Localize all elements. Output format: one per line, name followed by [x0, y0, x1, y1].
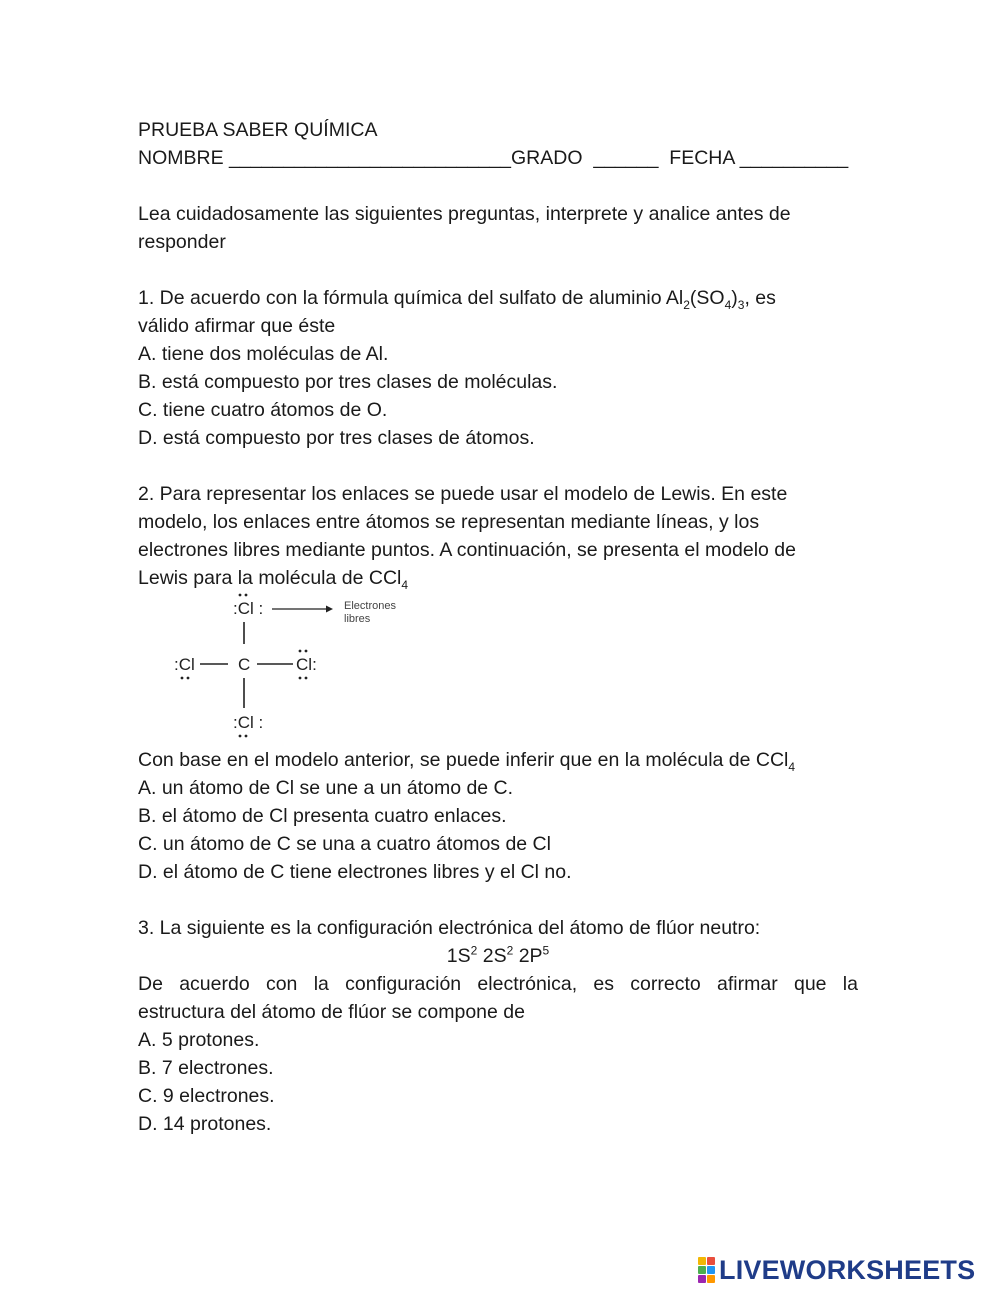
worksheet-title: PRUEBA SABER QUÍMICA: [138, 119, 378, 141]
q1-option-a[interactable]: A. tiene dos moléculas de Al.: [138, 343, 389, 365]
q3-electron-config: $1S^2$ $2S^2$ $2P^5$: [446, 943, 550, 967]
right-cl-atom: Cl:: [296, 655, 317, 674]
name-field[interactable]: __________________________: [229, 147, 511, 169]
intro-line-1: Lea cuidadosamente las siguientes preguntas, interprete y analice antes de: [138, 203, 791, 225]
q1-option-c[interactable]: C. tiene cuatro átomos de O.: [138, 399, 388, 421]
logo-mark-icon: [698, 1257, 715, 1283]
q2-text-line-1: 2. Para representar los enlaces se puede usar el modelo de Lewis. En este: [138, 483, 788, 505]
intro-line-2: responder: [138, 231, 226, 253]
q2-text-line-2: modelo, los enlaces entre átomos se representan mediante líneas, y los: [138, 511, 760, 533]
bottom-cl-atom: :Cl :: [233, 713, 264, 732]
q3-option-a[interactable]: A. 5 protones.: [138, 1029, 260, 1051]
q2-text-line-3: electrones libres mediante puntos. A continuación, se presenta el modelo de: [138, 539, 797, 561]
name-label: NOMBRE: [138, 147, 224, 169]
liveworksheets-logo[interactable]: [698, 1253, 975, 1287]
annotation-label-1: Electrones: [344, 600, 396, 612]
lewis-structure-ccl4: [0, 592, 1000, 746]
student-info-line: [138, 144, 858, 172]
q2-option-a[interactable]: A. un átomo de Cl se une a un átomo de C.: [138, 777, 514, 799]
annotation-label-2: libres: [344, 613, 371, 625]
q2-option-c[interactable]: C. un átomo de C se una a cuatro átomos de Cl: [138, 833, 551, 855]
q1-stem: 1. De acuerdo con la fórmula química del sulfato de aluminio $Al_2(SO_4)_3$, es: [138, 287, 776, 312]
q3-option-c[interactable]: C. 9 electrones.: [138, 1085, 275, 1107]
q2-text-line-4: Lewis para la molécula de CCl$_4$: [138, 567, 409, 592]
date-field[interactable]: __________: [739, 147, 849, 169]
q3-text-line-1: De acuerdo con la configuración electrónica, es correcto afirmar que la: [138, 973, 858, 995]
q1-option-b[interactable]: B. está compuesto por tres clases de moléculas.: [138, 371, 558, 393]
grade-field[interactable]: ______: [593, 147, 659, 169]
q2-option-b[interactable]: B. el átomo de Cl presenta cuatro enlaces.: [138, 805, 507, 827]
q3-stem: 3. La siguiente es la configuración electrónica del átomo de flúor neutro:: [138, 917, 761, 939]
date-label: FECHA: [669, 147, 735, 169]
q3-option-b[interactable]: B. 7 electrones.: [138, 1057, 274, 1079]
q3-option-d[interactable]: D. 14 protones.: [138, 1113, 272, 1135]
logo-text: LIVEWORKSHEETS: [719, 1254, 976, 1285]
grade-label: GRADO: [511, 147, 583, 169]
top-cl-atom: :Cl :: [233, 599, 264, 618]
q3-text-line-2: estructura del átomo de flúor se compone de: [138, 1001, 525, 1023]
q2-option-d[interactable]: D. el átomo de C tiene electrones libres y el Cl no.: [138, 861, 572, 883]
q2-stem: Con base en el modelo anterior, se puede inferir que en la molécula de CCl$_4$: [138, 749, 796, 774]
left-cl-atom: :Cl: [174, 655, 195, 674]
lewis-diagram: [0, 592, 1000, 746]
worksheet-page: [138, 116, 858, 1138]
q1-option-d[interactable]: D. está compuesto por tres clases de átomos.: [138, 427, 535, 449]
q1-stem-line-2: válido afirmar que éste: [138, 315, 336, 337]
center-c-atom: C: [238, 655, 251, 674]
